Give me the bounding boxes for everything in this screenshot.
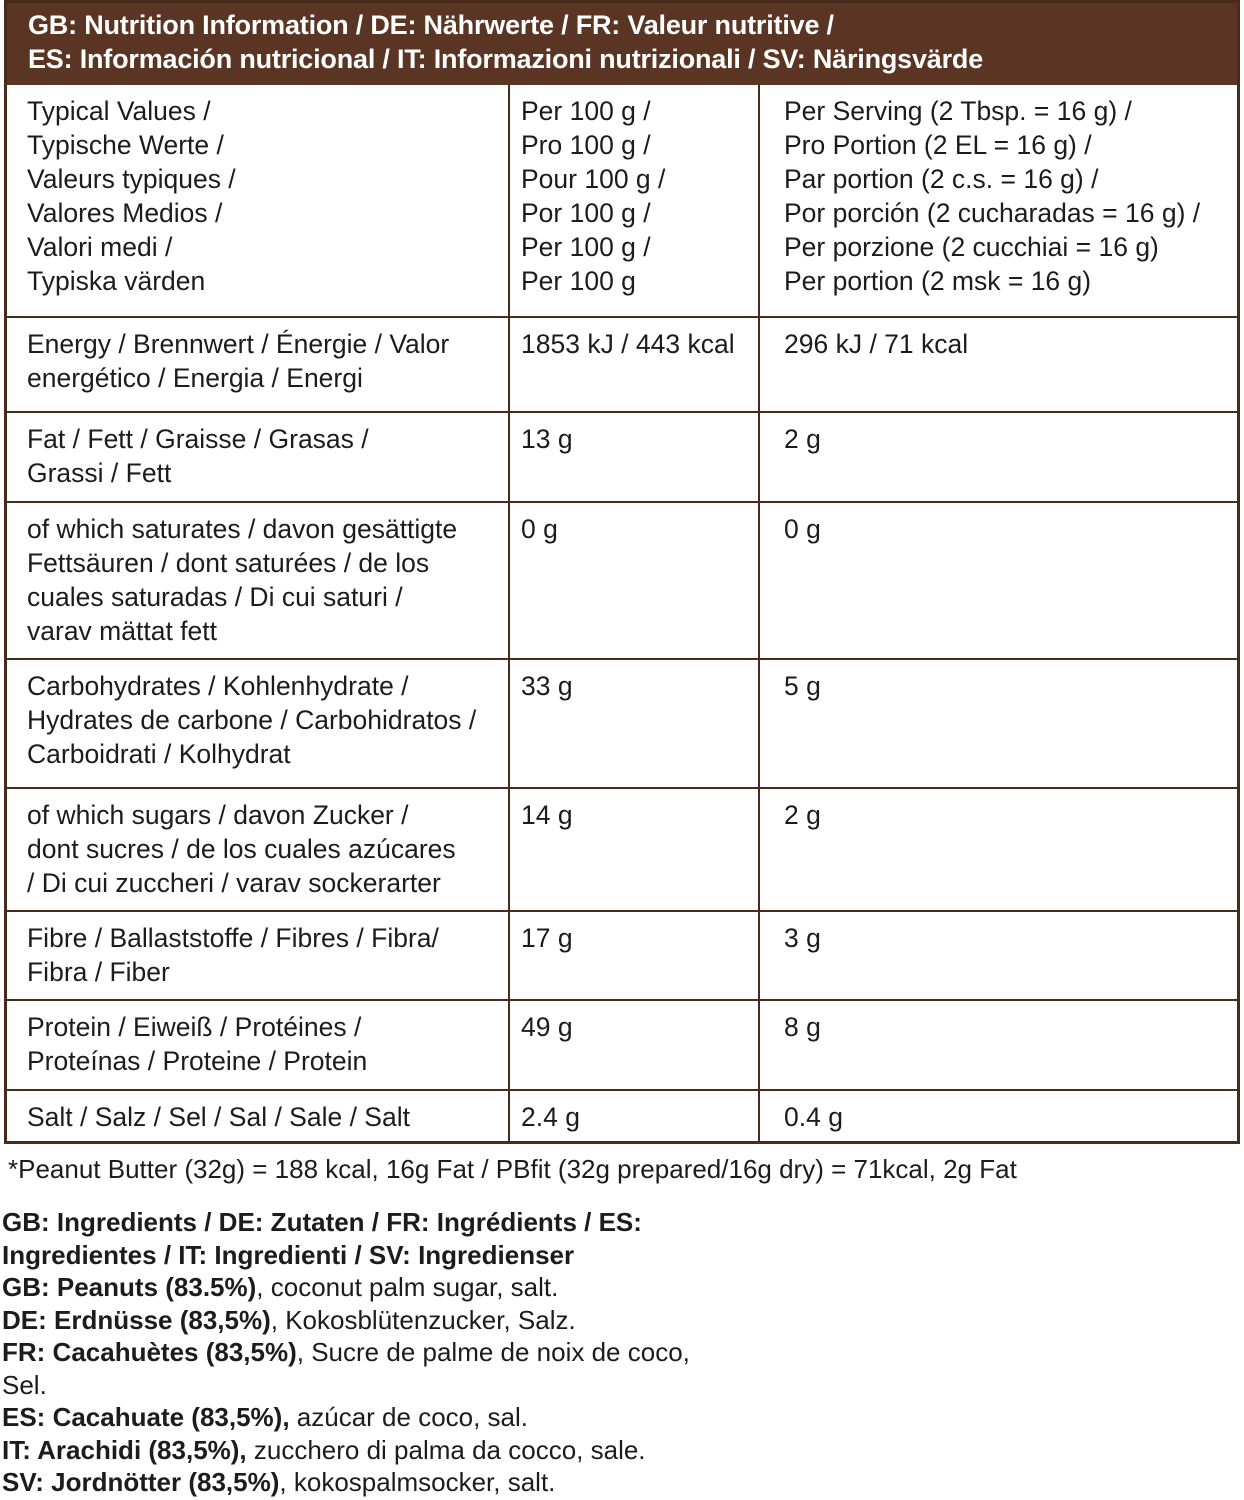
per-100g-value: 17 g bbox=[521, 923, 573, 953]
per-100g-cell bbox=[509, 1000, 759, 1090]
per-serving-cell bbox=[759, 1090, 1237, 1144]
ingredients-line-es bbox=[2, 1401, 782, 1434]
per-100g-value: 0 g bbox=[521, 514, 558, 544]
nutrition-table bbox=[7, 85, 1237, 1144]
per-serving-value: 0.4 g bbox=[784, 1102, 843, 1132]
table-row bbox=[7, 317, 1237, 412]
row-label-cell bbox=[7, 317, 509, 412]
ingredients-line-fr bbox=[2, 1336, 782, 1401]
row-label: of which sugars / davon Zucker / dont sucres / de los cuales azúcares / Di cui zuccheri / varav sockerarter bbox=[27, 800, 456, 898]
per-100g-cell bbox=[509, 788, 759, 911]
ingredient-lead: FR: Cacahuètes (83,5%) bbox=[2, 1337, 297, 1367]
table-row bbox=[7, 788, 1237, 911]
ingredient-rest: , kokospalmsocker, salt. bbox=[279, 1467, 556, 1497]
ingredient-rest: zucchero di palma da cocco, sale. bbox=[246, 1434, 646, 1465]
ingredient-lead: IT: Arachidi (83,5%), bbox=[2, 1434, 247, 1465]
ingredient-rest: , Sucre de palme de noix de coco, Sel. bbox=[2, 1337, 690, 1400]
per-serving-value: 2 g bbox=[784, 424, 821, 454]
ingredients-line-sv bbox=[2, 1466, 782, 1499]
per-100g-value: 33 g bbox=[521, 671, 573, 701]
ingredient-lead: DE: Erdnüsse (83,5%) bbox=[2, 1304, 271, 1335]
per-100g-value: Per 100 g / Pro 100 g / Pour 100 g / Por 100 g / Per 100 g / Per 100 g bbox=[521, 96, 666, 296]
row-label-cell bbox=[7, 1090, 509, 1144]
nutrition-header bbox=[7, 3, 1237, 85]
ingredients-line-de bbox=[2, 1304, 782, 1337]
ingredients-section bbox=[2, 1206, 782, 1499]
ingredient-rest: azúcar de coco, sal. bbox=[289, 1402, 529, 1432]
table-row bbox=[7, 1000, 1237, 1090]
per-serving-cell bbox=[759, 659, 1237, 788]
per-serving-cell bbox=[759, 788, 1237, 911]
row-label-cell bbox=[7, 412, 509, 502]
per-serving-value: 296 kJ / 71 kcal bbox=[784, 329, 969, 359]
row-label: Salt / Salz / Sel / Sal / Sale / Salt bbox=[27, 1102, 410, 1132]
per-serving-value: 2 g bbox=[784, 800, 821, 830]
ingredients-title: GB: Ingredients / DE: Zutaten / FR: Ingrédients / ES: Ingredientes / IT: Ingredienti / SV: Ingredienser bbox=[2, 1207, 642, 1270]
per-100g-value: 14 g bbox=[521, 800, 573, 830]
row-label-cell bbox=[7, 502, 509, 659]
row-label-cell bbox=[7, 1000, 509, 1090]
per-serving-cell bbox=[759, 85, 1237, 317]
per-serving-cell bbox=[759, 412, 1237, 502]
per-100g-cell bbox=[509, 85, 759, 317]
per-serving-value: Per Serving (2 Tbsp. = 16 g) / Pro Portion (2 EL = 16 g) / Par portion (2 c.s. = 16 g) / Por porción (2 cucharadas = 16 g) / Per porzione (2 cucchiai = 16 g) Per portion (2 msk = 16 g) bbox=[784, 96, 1201, 296]
table-row bbox=[7, 85, 1237, 317]
row-label: Protein / Eiweiß / Protéines / Proteínas / Proteine / Protein bbox=[27, 1012, 368, 1076]
per-100g-cell bbox=[509, 412, 759, 502]
ingredients-line-gb bbox=[2, 1271, 782, 1304]
ingredient-lead: SV: Jordnötter (83,5%) bbox=[2, 1467, 280, 1497]
row-label: Fibre / Ballaststoffe / Fibres / Fibra/ Fibra / Fiber bbox=[27, 923, 439, 987]
per-100g-value: 13 g bbox=[521, 424, 573, 454]
nutrition-label bbox=[4, 0, 1240, 1144]
table-row bbox=[7, 911, 1237, 1000]
row-label: Fat / Fett / Graisse / Grasas / Grassi / Fett bbox=[27, 424, 369, 488]
per-100g-cell bbox=[509, 911, 759, 1000]
per-100g-cell bbox=[509, 659, 759, 788]
ingredient-rest: , coconut palm sugar, salt. bbox=[256, 1272, 559, 1302]
row-label: Carbohydrates / Kohlenhydrate / Hydrates de carbone / Carbohidratos / Carboidrati / Kolhydrat bbox=[27, 671, 477, 769]
header-line-2: ES: Información nutricional / IT: Informazioni nutrizionali / SV: Näringsvärde bbox=[28, 44, 984, 74]
per-100g-cell bbox=[509, 502, 759, 659]
per-serving-value: 3 g bbox=[784, 923, 821, 953]
per-100g-value: 49 g bbox=[521, 1012, 573, 1042]
per-serving-cell bbox=[759, 911, 1237, 1000]
row-label-cell bbox=[7, 788, 509, 911]
per-100g-value: 1853 kJ / 443 kcal bbox=[521, 329, 735, 359]
table-row bbox=[7, 659, 1237, 788]
per-serving-cell bbox=[759, 1000, 1237, 1090]
row-label-cell bbox=[7, 659, 509, 788]
per-serving-cell bbox=[759, 317, 1237, 412]
per-100g-cell bbox=[509, 1090, 759, 1144]
per-serving-value: 0 g bbox=[784, 514, 821, 544]
row-label: Energy / Brennwert / Énergie / Valor energético / Energia / Energi bbox=[27, 329, 450, 393]
row-label: of which saturates / davon gesättigte Fettsäuren / dont saturées / de los cuales saturadas / Di cui saturi / varav mättat fett bbox=[27, 514, 458, 646]
per-100g-value: 2.4 g bbox=[521, 1102, 580, 1132]
ingredient-rest: , Kokosblütenzucker, Salz. bbox=[270, 1304, 576, 1335]
per-serving-value: 8 g bbox=[784, 1012, 821, 1042]
table-row bbox=[7, 1090, 1237, 1144]
ingredient-lead: ES: Cacahuate (83,5%), bbox=[2, 1402, 290, 1432]
per-100g-cell bbox=[509, 317, 759, 412]
row-label-cell bbox=[7, 911, 509, 1000]
table-row bbox=[7, 412, 1237, 502]
table-row bbox=[7, 502, 1237, 659]
ingredients-line-it bbox=[2, 1434, 782, 1467]
row-label-cell bbox=[7, 85, 509, 317]
per-serving-value: 5 g bbox=[784, 671, 821, 701]
per-serving-cell bbox=[759, 502, 1237, 659]
row-label: Typical Values / Typische Werte / Valeurs typiques / Valores Medios / Valori medi / Typiska värden bbox=[27, 96, 236, 296]
footnote: *Peanut Butter (32g) = 188 kcal, 16g Fat / PBfit (32g prepared/16g dry) = 71kcal, 2g Fat bbox=[8, 1154, 1017, 1184]
header-line-1: GB: Nutrition Information / DE: Nährwerte / FR: Valeur nutritive / bbox=[28, 10, 834, 40]
ingredient-lead: GB: Peanuts (83.5%) bbox=[2, 1272, 257, 1302]
